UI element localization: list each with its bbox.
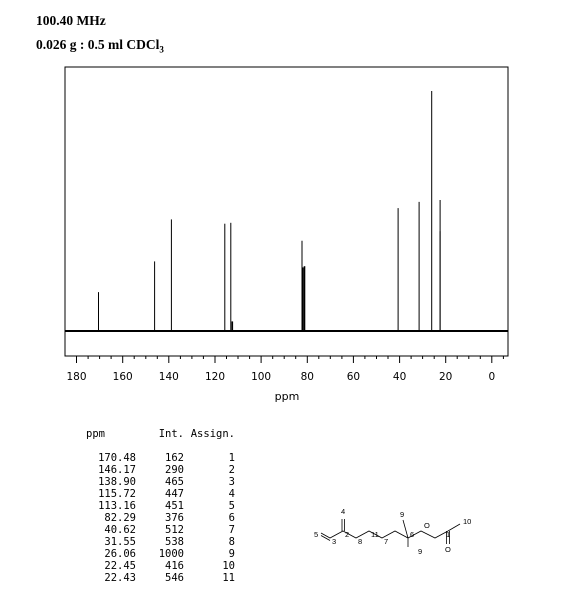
table-row [82, 464, 235, 476]
cell-ppm: 26.06 [104, 548, 136, 560]
sample-concentration-subscript: 3 [159, 44, 164, 55]
x-tick-label-60: 60 [346, 371, 361, 383]
cell-ppm: 31.55 [104, 536, 136, 548]
plot-frame [65, 67, 508, 356]
cell-ppm: 170.48 [98, 452, 136, 464]
x-tick-label-40: 40 [392, 371, 407, 383]
cell-assignment: 3 [228, 476, 235, 488]
spectrometer-frequency: 100.40 MHz [36, 13, 106, 28]
cell-intensity: 546 [165, 572, 184, 584]
atom-label-2: 2 [345, 530, 350, 539]
x-tick-label-20: 20 [439, 371, 453, 383]
atom-label-10: 10 [463, 517, 472, 526]
cell-intensity: 1000 [158, 548, 184, 560]
cell-assignment: 10 [222, 560, 235, 572]
header-int: Int. [158, 428, 184, 440]
peak-table-body [82, 452, 235, 584]
cell-assignment: 4 [228, 488, 235, 500]
cell-intensity: 451 [165, 500, 184, 512]
table-row [82, 536, 235, 548]
molecule-structure [300, 497, 510, 559]
cell-assignment: 7 [228, 524, 235, 536]
atom-label-11: 11 [371, 530, 379, 539]
atom-label-o-ester: O [424, 521, 430, 530]
cell-intensity: 447 [165, 488, 184, 500]
cell-intensity: 376 [165, 512, 184, 524]
atom-label-5: 5 [314, 530, 319, 539]
table-row [82, 476, 235, 488]
atom-label-3: 3 [332, 537, 337, 546]
atom-label-o-carbonyl: O [445, 545, 451, 554]
cell-assignment: 5 [228, 500, 235, 512]
cell-assignment: 8 [228, 536, 235, 548]
x-axis [66, 356, 503, 383]
cell-ppm: 22.45 [104, 560, 136, 572]
x-tick-label-160: 160 [112, 371, 133, 383]
peak-table [82, 428, 235, 584]
sample-concentration-text: 0.026 g : 0.5 ml CDCl [36, 37, 160, 52]
x-tick-label-100: 100 [251, 371, 272, 383]
table-row [82, 512, 235, 524]
cell-ppm: 113.16 [98, 500, 136, 512]
x-tick-label-180: 180 [66, 371, 87, 383]
atom-label-7: 7 [384, 537, 389, 546]
table-row [82, 452, 235, 464]
cell-ppm: 115.72 [98, 488, 136, 500]
x-tick-label-140: 140 [158, 371, 179, 383]
cell-intensity: 290 [165, 464, 184, 476]
cell-ppm: 22.43 [104, 572, 136, 584]
x-tick-label-0: 0 [488, 371, 496, 383]
cell-ppm: 138.90 [98, 476, 136, 488]
atom-label-9-bottom: 9 [418, 547, 423, 556]
cell-ppm: 40.62 [104, 524, 136, 536]
cell-ppm: 146.17 [98, 464, 136, 476]
table-row [82, 560, 235, 572]
cell-intensity: 538 [165, 536, 184, 548]
cell-intensity: 416 [165, 560, 184, 572]
x-tick-label-80: 80 [300, 371, 314, 383]
atom-label-8: 8 [358, 537, 363, 546]
cell-assignment: 2 [228, 464, 235, 476]
table-row [82, 500, 235, 512]
peak-table-header [82, 428, 235, 452]
cell-intensity: 465 [165, 476, 184, 488]
cell-assignment: 1 [228, 452, 235, 464]
cell-ppm: 82.29 [104, 512, 136, 524]
cell-assignment: 11 [222, 572, 235, 584]
table-row [82, 524, 235, 536]
header-ppm: ppm [86, 428, 105, 440]
cell-assignment: 6 [228, 512, 235, 524]
table-row [82, 572, 235, 584]
x-axis-label: ppm [274, 390, 300, 403]
cell-intensity: 162 [165, 452, 184, 464]
atom-label-6: 6 [410, 530, 415, 539]
atom-label-1: 1 [446, 530, 451, 539]
x-tick-label-120: 120 [204, 371, 226, 383]
solvent-peak-group [232, 266, 304, 331]
cell-assignment: 9 [228, 548, 235, 560]
peak-group [99, 91, 441, 331]
table-row [82, 488, 235, 500]
atom-label-9-top: 9 [400, 510, 405, 519]
cell-intensity: 512 [165, 524, 184, 536]
header-assign: Assign. [190, 428, 235, 440]
table-row [82, 548, 235, 560]
atom-label-4: 4 [341, 507, 346, 516]
